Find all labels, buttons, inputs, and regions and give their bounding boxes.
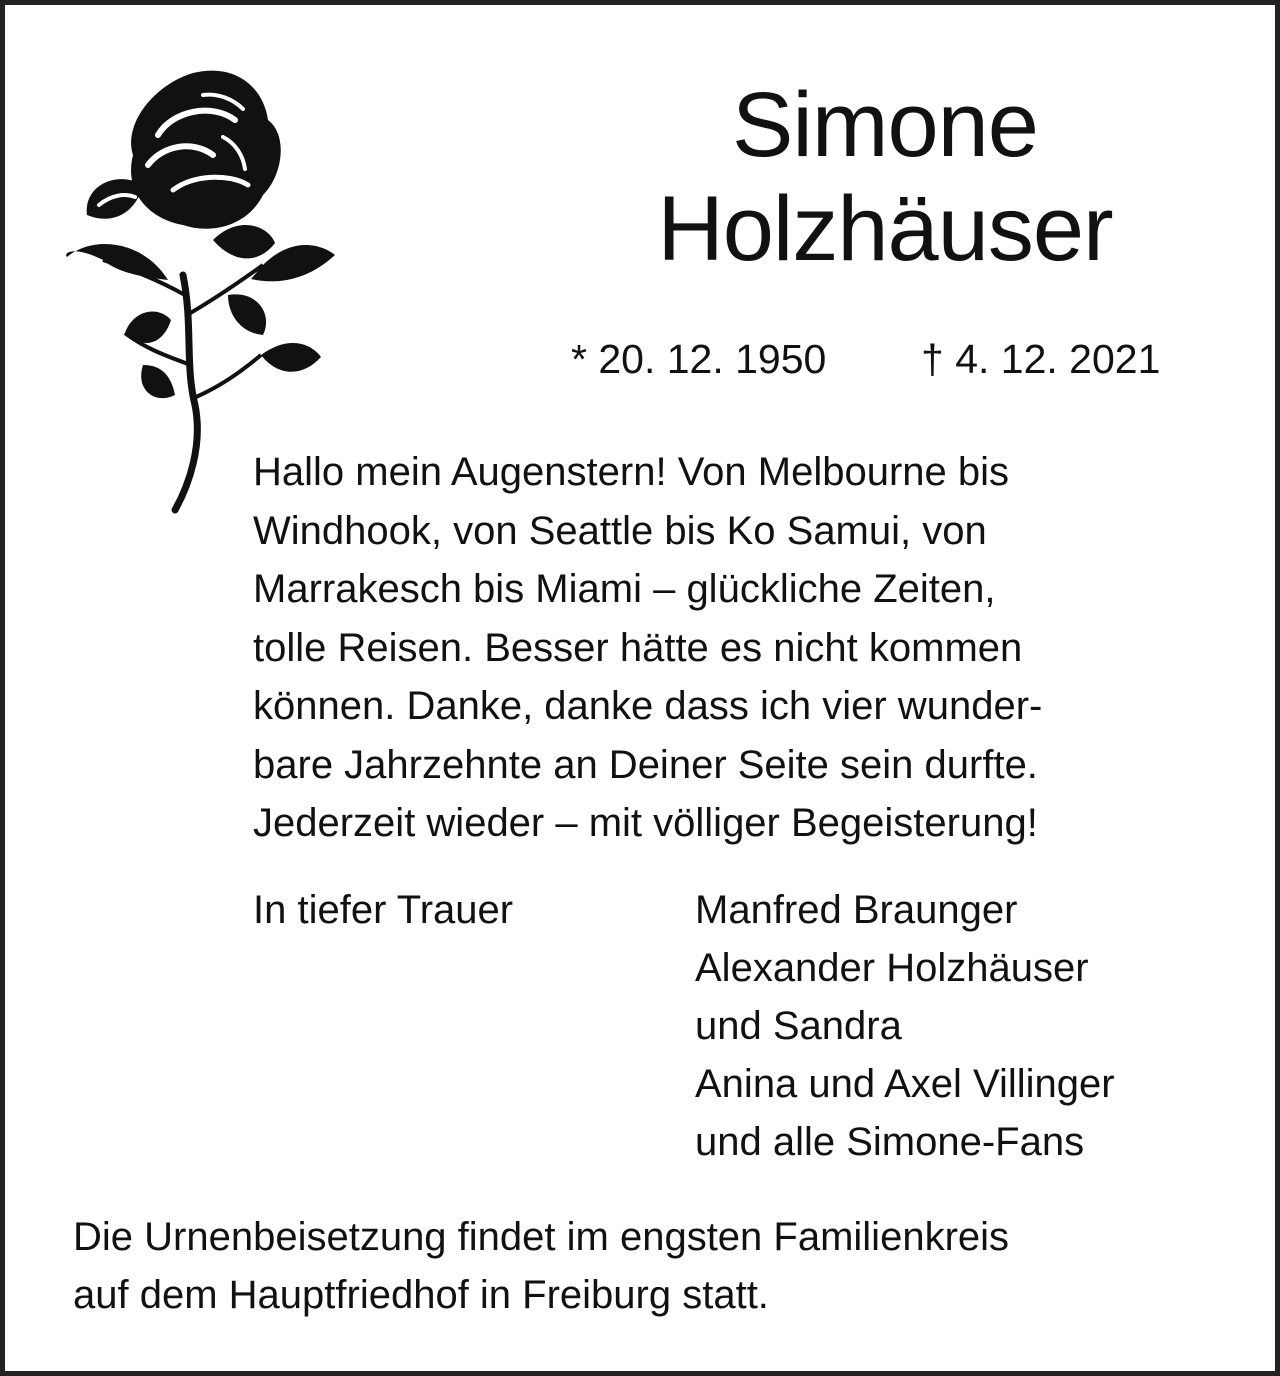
mourners-list [695, 881, 1115, 1171]
mourner-name: Anina und Axel Villinger [695, 1062, 1115, 1106]
death-date: † 4. 12. 2021 [921, 336, 1161, 382]
burial-info-line: Die Urnenbeisetzung findet im engsten Familienkreis [73, 1215, 1010, 1259]
mourning-label: In tiefer Trauer [253, 888, 514, 932]
message-line: Hallo mein Augenstern! Von Melbourne bis [253, 450, 1010, 494]
personal-message [253, 443, 1243, 853]
burial-info [73, 1208, 1253, 1324]
birth-date: * 20. 12. 1950 [571, 336, 827, 382]
mourner-name: Manfred Braunger [695, 888, 1018, 932]
burial-info-line: auf dem Hauptfriedhof in Freiburg statt. [73, 1273, 769, 1317]
message-line: Jederzeit wieder – mit völliger Begeisterung! [253, 801, 1038, 845]
message-line: Marrakesch bis Miami – glückliche Zeiten, [253, 567, 996, 611]
message-line: bare Jahrzehnte an Deiner Seite sein durfte. [253, 742, 1038, 787]
deceased-name [485, 73, 1280, 281]
mourner-name: und alle Simone-Fans [695, 1120, 1085, 1164]
message-line: Windhook, von Seattle bis Ko Samui, von [253, 508, 987, 553]
message-line: tolle Reisen. Besser hätte es nicht kommen [253, 625, 1023, 670]
mourner-name: Alexander Holzhäuser [695, 946, 1089, 990]
first-name: Simone [732, 74, 1038, 176]
last-name: Holzhäuser [657, 178, 1113, 280]
message-line: können. Danke, danke dass ich vier wunder- [253, 684, 1043, 728]
mourner-name: und Sandra [695, 1004, 902, 1048]
